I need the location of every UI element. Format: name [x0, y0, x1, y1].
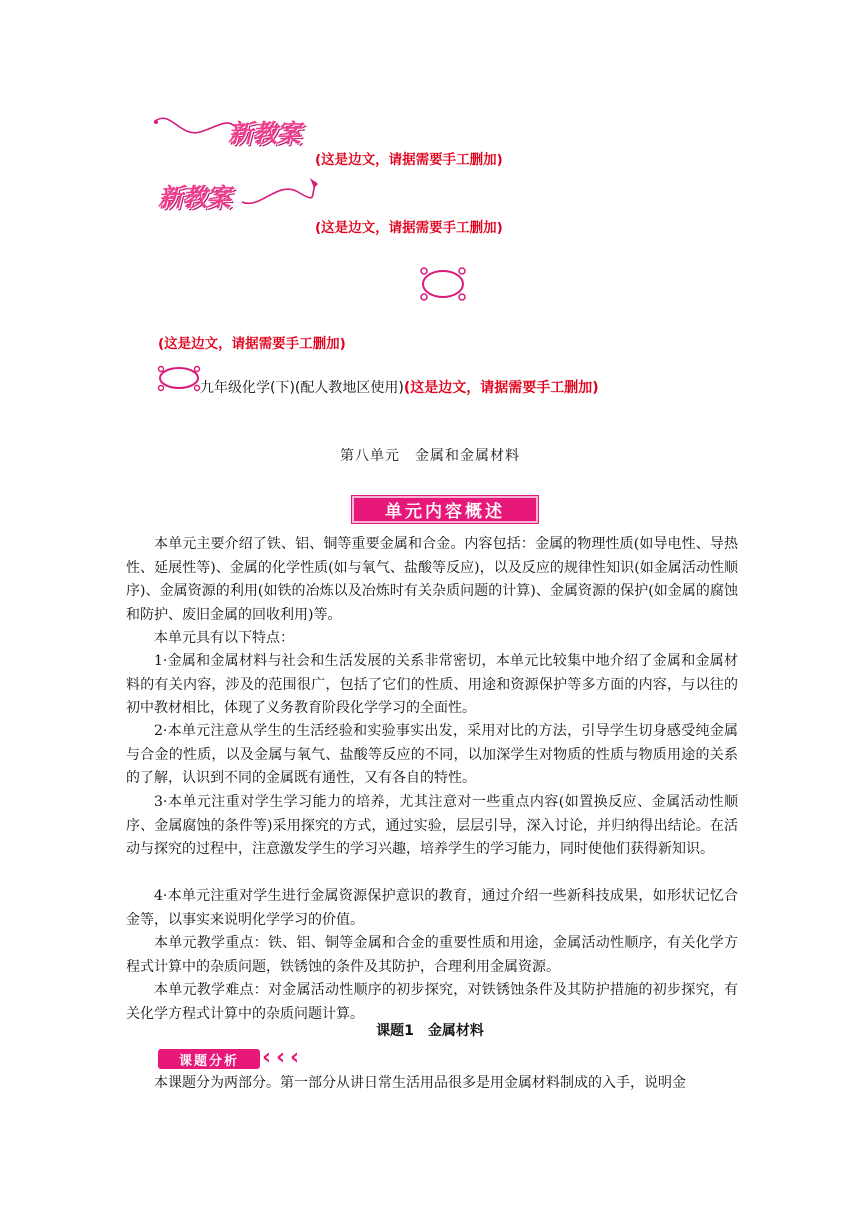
unit-title: 第八单元 金属和金属材料: [340, 448, 520, 464]
paragraph-feature-4: 4·本单元注重对学生进行金属资源保护意识的教育，通过介绍一些新科技成果，如形状记忆合金等，以事实来说明化学学习的价值。: [126, 888, 738, 928]
paragraph-feature-2: 2·本单元注意从学生的生活经验和实验事实出发，采用对比的方法，引导学生切身感受纯金属与合金的性质，以及金属与氧气、盐酸等反应的不同，以加深学生对物质的性质与物质用途的关系的了解，认识到不同的金属既有通性，又有各自的特性。: [126, 723, 738, 786]
paragraph-feature-1: 1·金属和金属材料与社会和生活发展的关系非常密切，本单元比较集中地介绍了金属和金属材料的有关内容，涉及的范围很广，包括了它们的性质、用途和资源保护等多方面的内容，与以往的初中教材相比，体现了义务教育阶段化学学习的全面性。: [126, 653, 738, 716]
lesson-title: 课题1 金属材料: [376, 1023, 484, 1039]
logo-swoosh-1: [150, 108, 240, 144]
margin-note-1: (这是边文，请据需要手工删加): [315, 152, 503, 168]
book-title-line: [200, 377, 599, 397]
margin-note-3: (这是边文，请据需要手工删加): [158, 336, 346, 352]
lesson-analysis-label: 课题分析: [178, 1053, 239, 1069]
paragraph-feature-3: 3·本单元注重对学生学习能力的培养，尤其注意对一些重点内容(如置换反应、金属活动性顺序、金属腐蚀的条件等)采用探究的方式，通过实验，层层引导，深入讨论，并归纳得出结论。在活动与探究的过程中，注意激发学生的学习兴趣，培养学生的学习能力，同时使他们获得新知识。: [126, 794, 738, 857]
logo-new-lesson-plan-2: 新教案: [158, 183, 231, 212]
ornament-frame-icon: [418, 264, 468, 304]
chevron-left-icon: ‹: [290, 1045, 300, 1070]
logo-new-lesson-plan-1: 新教案: [228, 119, 301, 148]
lesson-analysis-tag: [158, 1049, 260, 1069]
overview-banner: [352, 496, 538, 523]
pen-swoosh-icon: [240, 176, 320, 212]
paragraph-key-points: 本单元教学重点：铁、铝、铜等金属和合金的重要性质和用途，金属活动性顺序，有关化学方程式计算中的杂质问题，铁锈蚀的条件及其防护，合理利用金属资源。: [126, 935, 738, 975]
overview-banner-label: 单元内容概述: [385, 502, 505, 522]
paragraph-difficulties: 本单元教学难点：对金属活动性顺序的初步探究，对铁锈蚀条件及其防护措施的初步探究，有关化学方程式计算中的杂质问题计算。: [126, 982, 738, 1022]
paragraph-features-heading: 本单元具有以下特点：: [154, 630, 294, 646]
margin-note-2: (这是边文，请据需要手工删加): [315, 220, 503, 236]
paragraph-intro: 本单元主要介绍了铁、铝、铜等重要金属和合金。内容包括：金属的物理性质(如导电性、导热性、延展性等)、金属的化学性质(如与氧气、盐酸等反应)，以及反应的规律性知识(如金属活动性顺序)、金属资源的利用(如铁的冶炼以及冶炼时有关杂质问题的计算)、金属资源的保护(如金属的腐蚀和防护、废旧金属的回收利用)等。: [126, 536, 738, 623]
ornament-small-frame-icon: [156, 364, 202, 394]
chevron-left-icon: ‹: [276, 1045, 286, 1070]
margin-note-4: (这是边文，请据需要手工删加): [403, 380, 599, 396]
chevron-left-icon: ‹: [262, 1045, 272, 1070]
paragraph-lesson-intro: 本课题分为两部分。第一部分从讲日常生活用品很多是用金属材料制成的入手，说明金: [154, 1075, 686, 1091]
book-title: 九年级化学(下)(配人教地区使用): [200, 380, 404, 396]
